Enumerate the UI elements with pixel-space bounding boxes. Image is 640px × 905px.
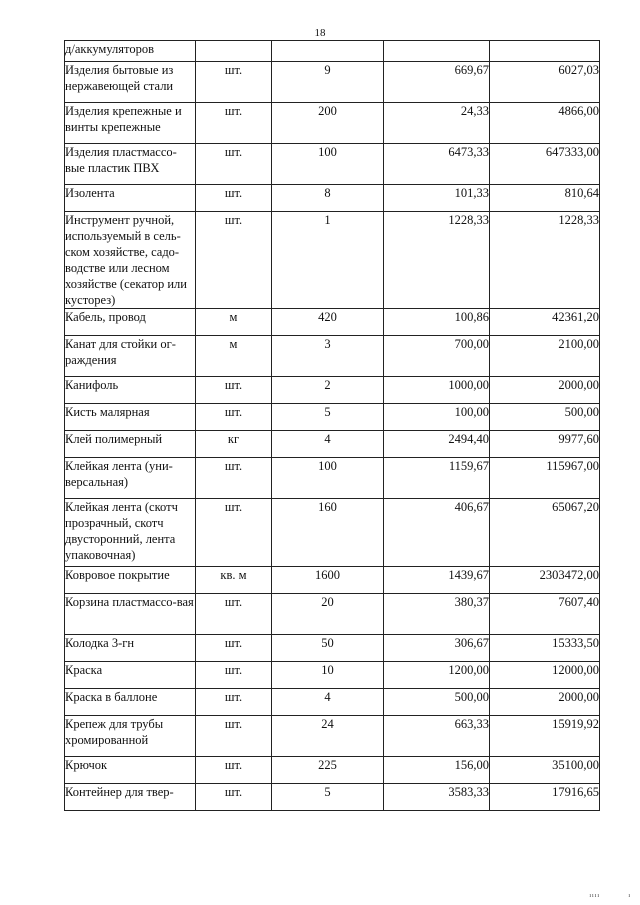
table-row — [65, 41, 600, 62]
unit-cell: шт. — [196, 757, 272, 784]
unit-cell: шт. — [196, 784, 272, 811]
item-name-cell: Ковровое покрытие — [65, 567, 196, 594]
price-cell: 1159,67 — [384, 458, 490, 499]
total-cell: 15333,50 — [490, 635, 600, 662]
unit-cell — [196, 41, 272, 62]
table-row — [65, 144, 600, 185]
total-cell: 2000,00 — [490, 377, 600, 404]
unit-cell: шт. — [196, 212, 272, 309]
item-name-cell: Краска — [65, 662, 196, 689]
unit-cell: шт. — [196, 689, 272, 716]
item-name-cell: Изолента — [65, 185, 196, 212]
item-name-cell: Кисть малярная — [65, 404, 196, 431]
quantity-cell: 2 — [272, 377, 384, 404]
unit-cell: шт. — [196, 404, 272, 431]
price-cell: 700,00 — [384, 336, 490, 377]
total-cell: 2000,00 — [490, 689, 600, 716]
quantity-cell — [272, 41, 384, 62]
quantity-cell: 225 — [272, 757, 384, 784]
table-row — [65, 689, 600, 716]
price-cell: 1228,33 — [384, 212, 490, 309]
total-cell: 7607,40 — [490, 594, 600, 635]
table-row — [65, 662, 600, 689]
total-cell: 65067,20 — [490, 499, 600, 567]
price-cell: 380,37 — [384, 594, 490, 635]
price-cell — [384, 41, 490, 62]
total-cell: 35100,00 — [490, 757, 600, 784]
quantity-cell: 4 — [272, 689, 384, 716]
price-cell: 100,86 — [384, 309, 490, 336]
table-row — [65, 185, 600, 212]
page-number: 18 — [314, 27, 326, 39]
item-name-cell: Изделия крепежные и винты крепежные — [65, 103, 196, 144]
quantity-cell: 160 — [272, 499, 384, 567]
price-cell: 1000,00 — [384, 377, 490, 404]
total-cell: 2303472,00 — [490, 567, 600, 594]
total-cell: 647333,00 — [490, 144, 600, 185]
quantity-cell: 200 — [272, 103, 384, 144]
total-cell: 2100,00 — [490, 336, 600, 377]
quantity-cell: 5 — [272, 404, 384, 431]
price-cell: 1439,67 — [384, 567, 490, 594]
item-name-cell: Колодка 3-гн — [65, 635, 196, 662]
quantity-cell: 10 — [272, 662, 384, 689]
price-cell: 669,67 — [384, 62, 490, 103]
table-row — [65, 594, 600, 635]
total-cell: 115967,00 — [490, 458, 600, 499]
table-row — [65, 757, 600, 784]
quantity-cell: 20 — [272, 594, 384, 635]
unit-cell: кг — [196, 431, 272, 458]
table-row — [65, 716, 600, 757]
item-name-cell: Клейкая лента (уни-версальная) — [65, 458, 196, 499]
unit-cell: шт. — [196, 377, 272, 404]
table-row — [65, 567, 600, 594]
total-cell: 12000,00 — [490, 662, 600, 689]
total-cell: 4866,00 — [490, 103, 600, 144]
unit-cell: шт. — [196, 716, 272, 757]
unit-cell: шт. — [196, 458, 272, 499]
table-row — [65, 336, 600, 377]
item-name-cell: Крючок — [65, 757, 196, 784]
item-name-cell: Канат для стойки ог-раждения — [65, 336, 196, 377]
item-name-cell: Контейнер для твер- — [65, 784, 196, 811]
table-row — [65, 103, 600, 144]
price-cell: 406,67 — [384, 499, 490, 567]
price-cell: 2494,40 — [384, 431, 490, 458]
quantity-cell: 100 — [272, 458, 384, 499]
table-row — [65, 212, 600, 309]
item-name-cell: Краска в баллоне — [65, 689, 196, 716]
unit-cell: кв. м — [196, 567, 272, 594]
price-cell: 3583,33 — [384, 784, 490, 811]
unit-cell: шт. — [196, 499, 272, 567]
unit-cell: м — [196, 309, 272, 336]
unit-cell: шт. — [196, 662, 272, 689]
quantity-cell: 1600 — [272, 567, 384, 594]
price-cell: 6473,33 — [384, 144, 490, 185]
item-name-cell: д/аккумуляторов — [65, 41, 196, 62]
table-body — [65, 41, 600, 811]
quantity-cell: 5 — [272, 784, 384, 811]
item-name-cell: Корзина пластмассо-вая — [65, 594, 196, 635]
total-cell: 15919,92 — [490, 716, 600, 757]
price-cell: 24,33 — [384, 103, 490, 144]
table-row — [65, 499, 600, 567]
quantity-cell: 100 — [272, 144, 384, 185]
table-row — [65, 784, 600, 811]
unit-cell: шт. — [196, 144, 272, 185]
price-cell: 101,33 — [384, 185, 490, 212]
price-cell: 100,00 — [384, 404, 490, 431]
table-row — [65, 309, 600, 336]
unit-cell: шт. — [196, 185, 272, 212]
quantity-cell: 3 — [272, 336, 384, 377]
table-row — [65, 404, 600, 431]
footer-dot: ı — [628, 893, 630, 899]
item-name-cell: Крепеж для трубы хромированной — [65, 716, 196, 757]
table-row — [65, 62, 600, 103]
unit-cell: шт. — [196, 594, 272, 635]
item-name-cell: Канифоль — [65, 377, 196, 404]
price-cell: 306,67 — [384, 635, 490, 662]
items-table — [64, 40, 600, 811]
total-cell: 6027,03 — [490, 62, 600, 103]
quantity-cell: 4 — [272, 431, 384, 458]
unit-cell: шт. — [196, 103, 272, 144]
quantity-cell: 1 — [272, 212, 384, 309]
price-cell: 663,33 — [384, 716, 490, 757]
total-cell: 500,00 — [490, 404, 600, 431]
total-cell: 1228,33 — [490, 212, 600, 309]
unit-cell: шт. — [196, 62, 272, 103]
total-cell: 17916,65 — [490, 784, 600, 811]
total-cell: 9977,60 — [490, 431, 600, 458]
total-cell: 810,64 — [490, 185, 600, 212]
table-row — [65, 377, 600, 404]
total-cell — [490, 41, 600, 62]
footer-mark: ıııı — [589, 893, 600, 899]
table-row — [65, 431, 600, 458]
unit-cell: м — [196, 336, 272, 377]
table-row — [65, 458, 600, 499]
item-name-cell: Изделия бытовые из нержавеющей стали — [65, 62, 196, 103]
price-cell: 1200,00 — [384, 662, 490, 689]
item-name-cell: Кабель, провод — [65, 309, 196, 336]
item-name-cell: Клейкая лента (скотч прозрачный, скотч двусторонний, лента упаковочная) — [65, 499, 196, 567]
price-cell: 500,00 — [384, 689, 490, 716]
table-row — [65, 635, 600, 662]
quantity-cell: 24 — [272, 716, 384, 757]
item-name-cell: Изделия пластмассо-вые пластик ПВХ — [65, 144, 196, 185]
price-cell: 156,00 — [384, 757, 490, 784]
quantity-cell: 50 — [272, 635, 384, 662]
unit-cell: шт. — [196, 635, 272, 662]
item-name-cell: Клей полимерный — [65, 431, 196, 458]
quantity-cell: 420 — [272, 309, 384, 336]
total-cell: 42361,20 — [490, 309, 600, 336]
quantity-cell: 9 — [272, 62, 384, 103]
item-name-cell: Инструмент ручной, используемый в сель-ском хозяйстве, садо-водстве или лесном хозяйстве (секатор или кусторез) — [65, 212, 196, 309]
quantity-cell: 8 — [272, 185, 384, 212]
